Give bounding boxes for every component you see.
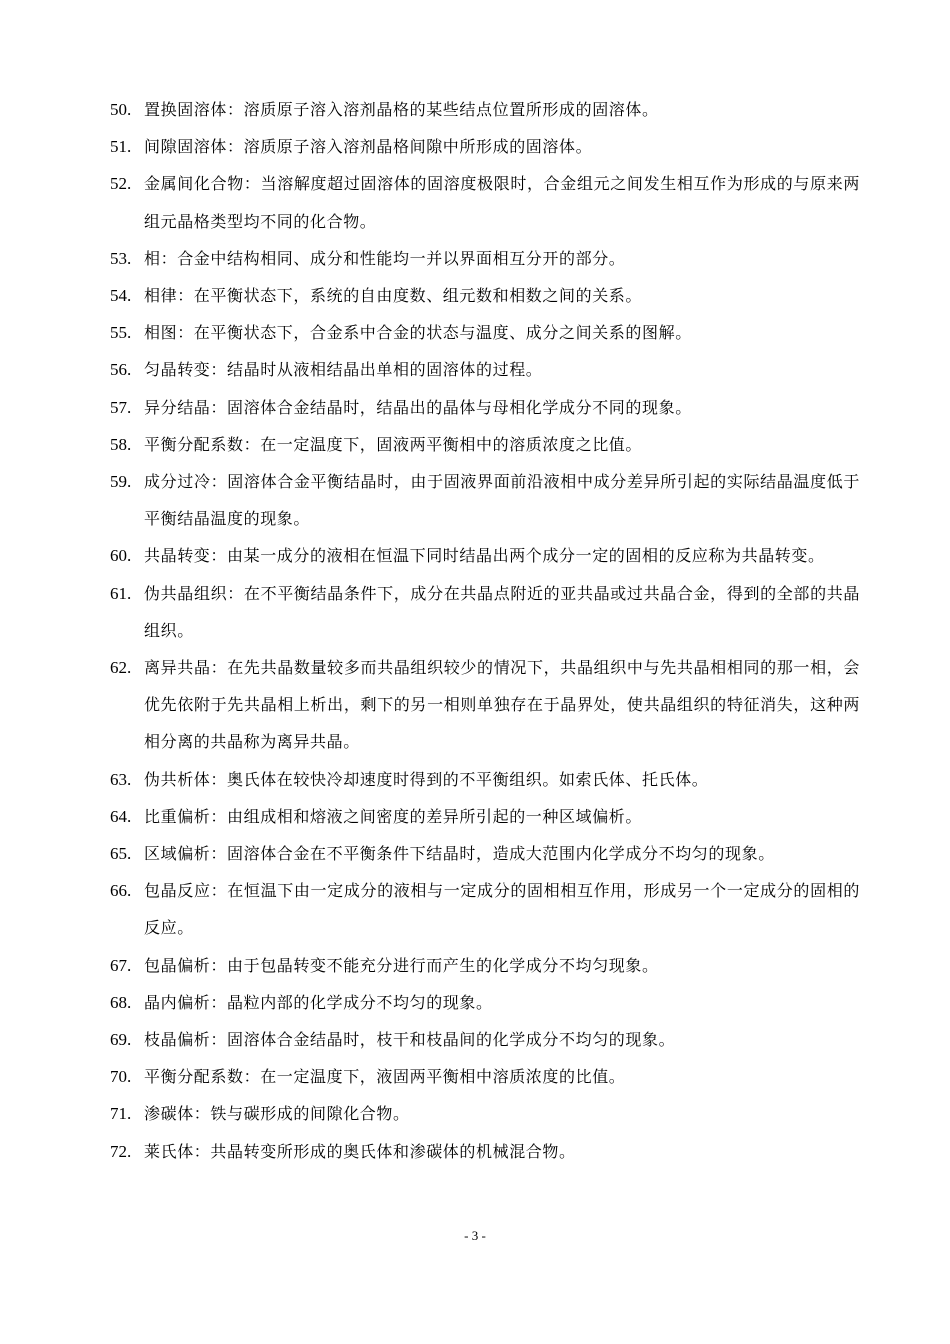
entry-text: 相：合金中结构相同、成分和性能均一并以界面相互分开的部分。 [144,248,626,268]
entry-number: 66. [110,881,132,901]
entry-number: 71. [110,1104,132,1124]
entry-number: 61. [110,583,132,603]
entry-number: 51. [110,137,132,157]
entry-text: 相图：在平衡状态下，合金系中合金的状态与温度、成分之间关系的图解。 [144,323,692,343]
entry-text: 枝晶偏析：固溶体合金结晶时，枝干和枝晶间的化学成分不均匀的现象。 [144,1030,676,1050]
entry-number: 63. [110,769,132,789]
entry-text: 晶内偏析：晶粒内部的化学成分不均匀的现象。 [144,992,493,1012]
entry-number: 59. [110,472,132,492]
glossary-entry [110,1095,860,1132]
glossary-entry [110,1058,860,1095]
glossary-entry [110,947,860,984]
entry-number: 50. [110,100,132,119]
glossary-entry [110,835,860,872]
entry-text: 相律：在平衡状态下，系统的自由度数、组元数和相数之间的关系。 [144,286,643,306]
entry-number: 69. [110,1030,132,1050]
entry-text: 匀晶转变：结晶时从液相结晶出单相的固溶体的过程。 [144,360,543,380]
entry-number: 54. [110,286,132,306]
entry-number: 64. [110,806,132,826]
glossary-entry [110,165,860,239]
glossary-entry [110,1133,860,1170]
entry-text: 平衡分配系数：在一定温度下，固液两平衡相中的溶质浓度之比值。 [144,434,643,454]
glossary-entry [110,277,860,314]
glossary-entry [110,351,860,388]
entry-number: 58. [110,434,132,454]
entry-number: 57. [110,397,132,417]
glossary-entry [110,463,860,537]
entry-text: 异分结晶：固溶体合金结晶时，结晶出的晶体与母相化学成分不同的现象。 [144,397,692,417]
glossary-entry [110,649,860,761]
entry-text: 间隙固溶体：溶质原子溶入溶剂晶格间隙中所形成的固溶体。 [144,137,593,157]
entry-text: 金属间化合物：当溶解度超过固溶体的固溶度极限时，合金组元之间发生相互作为形成的与原来两组元晶格类型均不同的化合物。 [144,174,860,231]
entry-text: 离异共晶：在先共晶数量较多而共晶组织较少的情况下，共晶组织中与先共晶相相同的那一相，会优先依附于先共晶相上析出，剩下的另一相则单独存在于晶界处，使共晶组织的特征消失，这种两相分离的共晶称为离异共晶。 [144,658,860,752]
glossary-entry [110,798,860,835]
glossary-entry [110,872,860,946]
entry-number: 60. [110,546,132,566]
glossary-entry [110,537,860,574]
entry-text: 置换固溶体：溶质原子溶入溶剂晶格的某些结点位置所形成的固溶体。 [144,100,659,119]
entry-text: 比重偏析：由组成相和熔液之间密度的差异所引起的一种区域偏析。 [144,806,643,826]
glossary-entry [110,575,860,649]
glossary-entry [110,984,860,1021]
entry-text: 区域偏析：固溶体合金在不平衡条件下结晶时，造成大范围内化学成分不均匀的现象。 [144,844,775,864]
entry-text: 包晶反应：在恒温下由一定成分的液相与一定成分的固相相互作用，形成另一个一定成分的固相的反应。 [144,881,860,938]
entry-text: 渗碳体：铁与碳形成的间隙化合物。 [144,1104,410,1124]
page-number: - 3 - [464,1228,486,1243]
glossary-entry [110,240,860,277]
glossary-entry [110,389,860,426]
glossary-entry [110,128,860,165]
glossary-entry [110,314,860,351]
entry-number: 52. [110,174,132,194]
glossary-entry [110,91,860,128]
entry-number: 53. [110,248,132,268]
glossary-entry [110,761,860,798]
entry-number: 56. [110,360,132,380]
entry-text: 伪共晶组织：在不平衡结晶条件下，成分在共晶点附近的亚共晶或过共晶合金，得到的全部的共晶组织。 [144,583,860,640]
entry-text: 共晶转变：由某一成分的液相在恒温下同时结晶出两个成分一定的固相的反应称为共晶转变。 [144,546,825,566]
entry-text: 平衡分配系数：在一定温度下，液固两平衡相中溶质浓度的比值。 [144,1067,626,1087]
entry-number: 70. [110,1067,132,1087]
entry-number: 55. [110,323,132,343]
entry-number: 67. [110,955,132,975]
entry-number: 68. [110,992,132,1012]
entry-number: 62. [110,658,132,678]
entry-text: 伪共析体：奥氏体在较快冷却速度时得到的不平衡组织。如索氏体、托氏体。 [144,769,709,789]
entry-number: 72. [110,1141,132,1161]
entry-text: 成分过冷：固溶体合金平衡结晶时，由于固液界面前沿液相中成分差异所引起的实际结晶温度低于平衡结晶温度的现象。 [144,472,860,529]
entry-text: 包晶偏析：由于包晶转变不能充分进行而产生的化学成分不均匀现象。 [144,955,659,975]
glossary-entry [110,1021,860,1058]
entry-text: 莱氏体：共晶转变所形成的奥氏体和渗碳体的机械混合物。 [144,1141,576,1161]
glossary-list [110,91,860,1170]
glossary-entry [110,426,860,463]
entry-number: 65. [110,844,132,864]
